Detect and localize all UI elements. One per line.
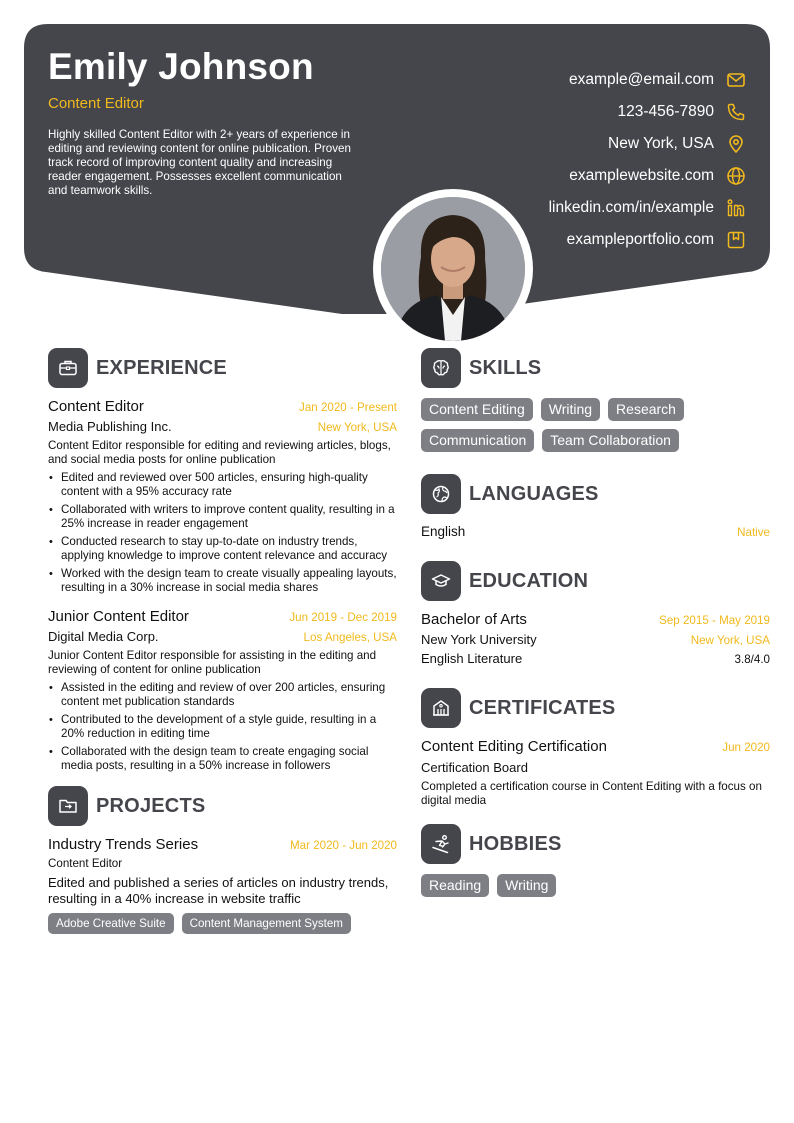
languages-section-header (421, 474, 770, 514)
field-of-study: English Literature (421, 651, 523, 666)
achievement-item: • Edited and reviewed over 500 articles, ensuring high-quality content with a 95% accuracy rate (48, 471, 397, 499)
education-location: New York, USA (690, 634, 770, 647)
phone-icon (726, 102, 746, 122)
job-company: Media Publishing Inc. (48, 419, 172, 434)
right-column (421, 348, 770, 897)
contact-email-text: example@email.com (569, 71, 714, 88)
contact-website-text: examplewebsite.com (569, 167, 714, 184)
project-item (48, 836, 397, 934)
job-dates: Jan 2020 - Present (299, 401, 397, 414)
achievement-item: • Collaborated with the design team to create engaging social media posts, resulting in a 50% increase in followers (48, 745, 397, 773)
project-tag: Adobe Creative Suite (48, 913, 174, 934)
contact-portfolio-text: exampleportfolio.com (566, 231, 714, 248)
education-title: EDUCATION (469, 569, 589, 592)
candidate-title: Content Editor (48, 94, 144, 112)
experience-title: EXPERIENCE (96, 356, 227, 379)
project-role: Content Editor (48, 857, 123, 870)
left-column (48, 348, 397, 947)
achievement-item: • Worked with the design team to create visually appealing layouts, resulting in a 30% increase in social media shares (48, 567, 397, 595)
skills-tags (421, 398, 770, 452)
certificate-item (421, 738, 770, 808)
skills-section-header (421, 348, 770, 388)
school: New York University (421, 632, 537, 647)
skills-title: SKILLS (469, 356, 542, 379)
skill-tag: Communication (421, 429, 534, 452)
experience-section-header (48, 348, 397, 388)
project-folder-icon (48, 786, 88, 826)
skill-tag: Content Editing (421, 398, 533, 421)
hobbies-tags (421, 874, 770, 897)
projects-title: PROJECTS (96, 794, 206, 817)
project-tag: Content Management System (182, 913, 351, 934)
project-tags (48, 913, 397, 934)
job-title: Junior Content Editor (48, 608, 189, 625)
hobby-tag: Writing (497, 874, 556, 897)
language-globe-icon (421, 474, 461, 514)
job-company: Digital Media Corp. (48, 629, 159, 644)
contact-linkedin-text: linkedin.com/in/example (548, 199, 714, 216)
hobbies-section-header (421, 824, 770, 864)
projects-section-header (48, 786, 397, 826)
briefcase-icon (48, 348, 88, 388)
achievement-item: • Conducted research to stay up-to-date on industry trends, applying knowledge to improve content relevance and accuracy (48, 535, 397, 563)
education-dates: Sep 2015 - May 2019 (659, 614, 770, 627)
degree: Bachelor of Arts (421, 611, 527, 628)
contact-phone[interactable] (386, 96, 746, 128)
bookmark-icon (726, 230, 746, 250)
certificate-building-icon (421, 688, 461, 728)
achievement-item: • Contributed to the development of a style guide, resulting in a 20% reduction in editing time (48, 713, 397, 741)
job-description: Content Editor responsible for editing and reviewing articles, blogs, and social media posts for online publication (48, 439, 391, 466)
candidate-name: Emily Johnson (48, 46, 314, 87)
contact-website[interactable] (386, 160, 746, 192)
globe-icon (726, 166, 746, 186)
experience-item (48, 608, 397, 773)
languages-title: LANGUAGES (469, 482, 599, 505)
project-dates: Mar 2020 - Jun 2020 (290, 839, 397, 852)
location-pin-icon (726, 134, 746, 154)
profile-photo-frame (373, 189, 533, 349)
certificate-issuer: Certification Board (421, 760, 528, 775)
contact-location (386, 128, 746, 160)
job-achievements (48, 471, 397, 595)
gpa: 3.8/4.0 (734, 653, 770, 666)
project-title: Industry Trends Series (48, 836, 199, 853)
certificate-description: Completed a certification course in Content Editing with a focus on digital media (421, 780, 762, 807)
job-description: Junior Content Editor responsible for assisting in the editing and reviewing of content for online publication (48, 649, 377, 676)
language-name: English (421, 524, 466, 539)
profile-photo (381, 197, 525, 341)
job-dates: Jun 2019 - Dec 2019 (289, 611, 397, 624)
job-location: Los Angeles, USA (303, 631, 397, 644)
contact-email[interactable] (386, 64, 746, 96)
linkedin-icon (726, 198, 746, 218)
achievement-item: • Assisted in the editing and review of over 200 articles, ensuring content met publication standards (48, 681, 397, 709)
education-item (421, 611, 770, 666)
skill-tag: Writing (541, 398, 600, 421)
project-description: Edited and published a series of articles on industry trends, resulting in a 40% increase in website traffic (48, 875, 389, 906)
certificate-name: Content Editing Certification (421, 738, 607, 755)
certificates-title: CERTIFICATES (469, 696, 616, 719)
experience-item (48, 398, 397, 595)
job-achievements (48, 681, 397, 773)
certificates-section-header (421, 688, 770, 728)
skill-tag: Team Collaboration (542, 429, 679, 452)
skiing-icon (421, 824, 461, 864)
hobby-tag: Reading (421, 874, 489, 897)
skill-tag: Research (608, 398, 684, 421)
job-location: New York, USA (317, 421, 397, 434)
job-title: Content Editor (48, 398, 144, 415)
language-level: Native (737, 526, 770, 539)
resume-header (24, 24, 770, 324)
brain-icon (421, 348, 461, 388)
graduation-cap-icon (421, 561, 461, 601)
contact-phone-text: 123-456-7890 (617, 103, 714, 120)
education-section-header (421, 561, 770, 601)
certificate-date: Jun 2020 (722, 741, 770, 754)
contact-location-text: New York, USA (608, 135, 714, 152)
hobbies-title: HOBBIES (469, 832, 562, 855)
mail-icon (726, 70, 746, 90)
language-item (421, 524, 770, 539)
profile-summary: Highly skilled Content Editor with 2+ years of experience in editing and reviewing content for online publication. Proven track record of improving content quality and increasing reader engagement. Possesses excellent communication and teamwork skills. (48, 127, 351, 197)
achievement-item: • Collaborated with writers to improve content quality, resulting in a 25% increase in reader engagement (48, 503, 397, 531)
